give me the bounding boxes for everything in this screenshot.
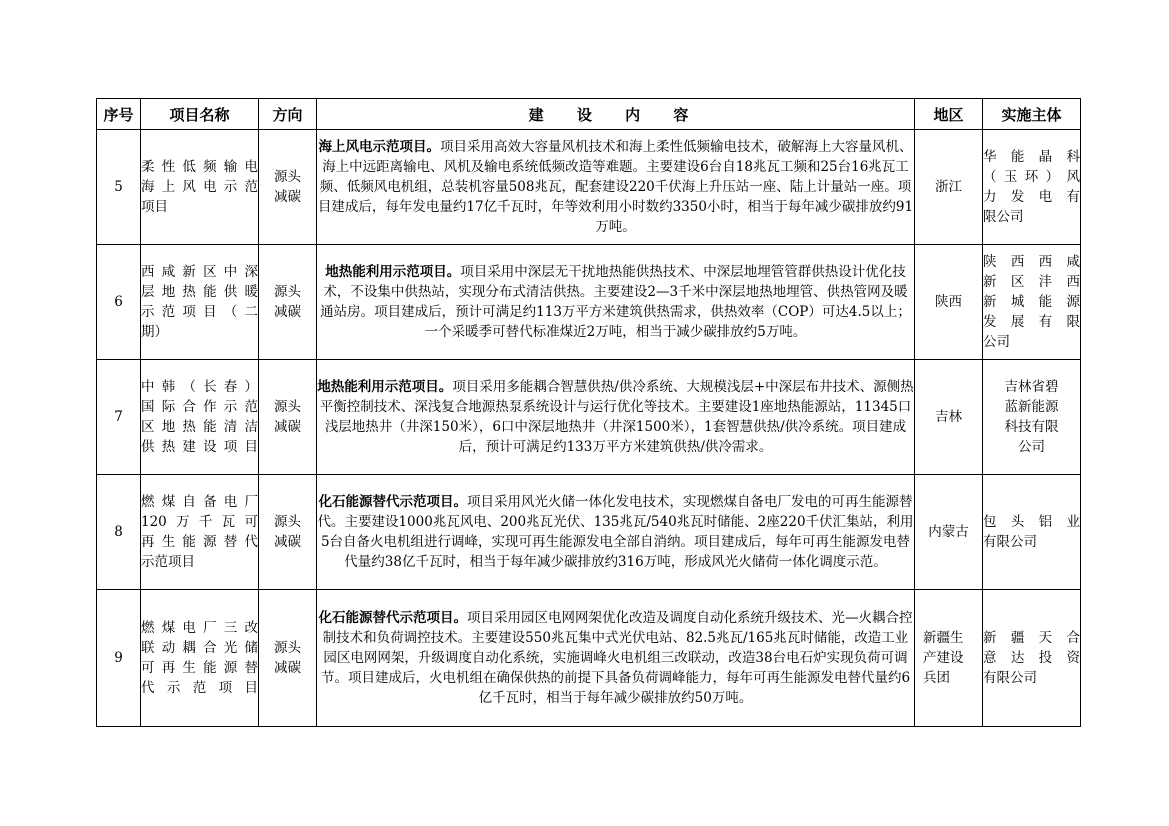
project-content bbox=[317, 590, 915, 727]
org-line: 力发电有 bbox=[983, 189, 1080, 205]
row-index: 9 bbox=[97, 590, 141, 727]
org-line: 有限公司 bbox=[983, 534, 1037, 550]
org-line: 公司 bbox=[983, 334, 1010, 350]
content-title: 化石能源替代示范项目。 bbox=[318, 494, 467, 510]
project-name-line: 联动耦合光储 bbox=[141, 640, 258, 656]
direction-line: 减碳 bbox=[274, 534, 301, 550]
projects-table bbox=[96, 98, 1081, 727]
org-line: 发展有限 bbox=[983, 314, 1080, 330]
project-name bbox=[141, 475, 259, 590]
region-line: 产建设 bbox=[923, 650, 964, 666]
project-name-line: 西咸新区中深 bbox=[141, 264, 258, 280]
region: 吉林 bbox=[915, 360, 983, 475]
content-title: 海上风电示范项目。 bbox=[318, 139, 440, 155]
header-direction: 方向 bbox=[259, 99, 317, 130]
implementing-org bbox=[983, 475, 1081, 590]
project-name-line: 海上风电示范 bbox=[141, 179, 258, 195]
header-region: 地区 bbox=[915, 99, 983, 130]
org-line: 包头铝业 bbox=[983, 514, 1080, 530]
content-title: 化石能源替代示范项目。 bbox=[318, 610, 467, 626]
direction-line: 减碳 bbox=[274, 419, 301, 435]
content-body: 项目采用园区电网网架优化改造及调度自动化系统升级技术、光—火耦合控制技术和负荷调控技术。主要建设550兆瓦集中式光伏电站、82.5兆瓦/165兆瓦时储能，改造工业园区电网网架，升级调度自动化系统，实施调峰火电机组三改联动，改造38台电石炉实现负荷可调节。项目建成后，火电机组在确保供热的前提下具备负荷调峰能力，每年可再生能源发电替代量约6亿千瓦时，相当于每年减少碳排放约50万吨。 bbox=[320, 610, 913, 706]
row-index: 5 bbox=[97, 130, 141, 245]
org-line: 有限公司 bbox=[983, 670, 1037, 686]
table-row bbox=[97, 590, 1081, 727]
direction bbox=[259, 245, 317, 360]
project-name bbox=[141, 360, 259, 475]
direction-line: 源头 bbox=[274, 284, 301, 300]
org-line: 科技有限 bbox=[1004, 419, 1059, 435]
direction-line: 源头 bbox=[274, 399, 301, 415]
project-name-line: 供热建设项目 bbox=[141, 439, 258, 455]
project-name-line: 柔性低频输电 bbox=[141, 159, 258, 175]
direction-line: 减碳 bbox=[274, 660, 301, 676]
project-name-line: 120万千瓦可 bbox=[141, 514, 258, 530]
direction bbox=[259, 475, 317, 590]
row-index: 7 bbox=[97, 360, 141, 475]
direction-line: 源头 bbox=[274, 514, 301, 530]
project-name-line: 可再生能源替 bbox=[141, 660, 258, 676]
project-name-line: 示范项目（二 bbox=[141, 304, 258, 320]
content-body: 项目采用多能耦合智慧供热/供冷系统、大规模浅层+中深层布井技术、源侧热平衡控制技术、深浅复合地源热泵系统设计与运行优化等技术。主要建设1座地热能源站，11345口浅层地热井（井深150米），6口中深层地热井（井深1500米），1套智慧供热/供冷系统。项目建成后，预计可满足约133万平方米建筑供热/供冷需求。 bbox=[319, 379, 914, 455]
row-index: 8 bbox=[97, 475, 141, 590]
content-body: 项目采用风光火储一体化发电技术，实现燃煤自备电厂发电的可再生能源替代。主要建设1000兆瓦风电、200兆瓦光伏、135兆瓦/540兆瓦时储能、2座220千伏汇集站，利用5台自备火电机组进行调峰，实现可再生能源发电全部自消纳。项目建成后，每年可再生能源发电替代量约38亿千瓦时，相当于每年减少碳排放约316万吨，形成风光火储荷一体化调度示范。 bbox=[317, 494, 914, 570]
project-name-line: 国际合作示范 bbox=[141, 399, 258, 415]
direction-line: 减碳 bbox=[274, 189, 301, 205]
content-body: 项目采用高效大容量风机技术和海上柔性低频输电技术，破解海上大容量风机、海上中远距离输电、风机及输电系统低频改造等难题。主要建设6台自18兆瓦工频和25台16兆瓦工频、低频风电机组，总装机容量508兆瓦，配套建设220千伏海上升压站一座、陆上计量站一座。项目建成后，每年发电量约17亿千瓦时，年等效利用小时数约3350小时，相当于每年减少碳排放约91万吨。 bbox=[317, 139, 914, 235]
implementing-org bbox=[983, 360, 1081, 475]
project-name-line: 项目 bbox=[141, 199, 168, 215]
direction-line: 减碳 bbox=[274, 304, 301, 320]
region-line: 新疆生 bbox=[923, 630, 964, 646]
project-name-line: 再生能源替代 bbox=[141, 534, 258, 550]
content-title: 地热能利用示范项目。 bbox=[317, 379, 453, 395]
project-name-line: 期） bbox=[141, 324, 168, 340]
header-content: 建 设 内 容 bbox=[317, 99, 915, 130]
project-name-line: 中韩（长春） bbox=[141, 379, 258, 395]
org-line: 蓝新能源 bbox=[1004, 399, 1059, 415]
org-line: 限公司 bbox=[983, 209, 1024, 225]
org-line: 意达投资 bbox=[983, 650, 1080, 666]
org-line: 新城能源 bbox=[983, 294, 1080, 310]
table-row bbox=[97, 475, 1081, 590]
project-name-line: 代示范项目 bbox=[141, 680, 258, 696]
org-line: 陕西西咸 bbox=[983, 254, 1080, 270]
project-content bbox=[317, 475, 915, 590]
content-title: 地热能利用示范项目。 bbox=[325, 264, 461, 280]
header-org: 实施主体 bbox=[983, 99, 1081, 130]
direction-line: 源头 bbox=[274, 169, 301, 185]
table-header-row bbox=[97, 99, 1081, 130]
org-line: 华能晶科 bbox=[983, 149, 1080, 165]
table-row bbox=[97, 360, 1081, 475]
header-index: 序号 bbox=[97, 99, 141, 130]
project-content bbox=[317, 130, 915, 245]
org-line: 公司 bbox=[1018, 439, 1045, 455]
project-name-line: 燃煤电厂三改 bbox=[141, 620, 258, 636]
project-content bbox=[317, 245, 915, 360]
implementing-org bbox=[983, 130, 1081, 245]
project-name bbox=[141, 245, 259, 360]
table-row bbox=[97, 130, 1081, 245]
org-line: 吉林省碧 bbox=[1004, 379, 1059, 395]
implementing-org bbox=[983, 590, 1081, 727]
region: 浙江 bbox=[915, 130, 983, 245]
content-body: 项目采用中深层无干扰地热能供热技术、中深层地埋管管群供热设计优化技术，不设集中供热站，实现分布式清洁供热。主要建设2—3千米中深层地热地埋管、供热管网及暖通站房。项目建成后，预计可满足约113万平方米建筑供热需求，供热效率（COP）可达4.5以上；一个采暖季可替代标准煤近2万吨，相当于减少碳排放约5万吨。 bbox=[320, 264, 911, 340]
direction bbox=[259, 360, 317, 475]
header-name: 项目名称 bbox=[141, 99, 259, 130]
project-name bbox=[141, 590, 259, 727]
project-name-line: 燃煤自备电厂 bbox=[141, 494, 258, 510]
row-index: 6 bbox=[97, 245, 141, 360]
project-name-line: 示范项目 bbox=[141, 554, 195, 570]
implementing-org bbox=[983, 245, 1081, 360]
project-name-line: 层地热能供暖 bbox=[141, 284, 258, 300]
region: 内蒙古 bbox=[915, 475, 983, 590]
table-row bbox=[97, 245, 1081, 360]
region-line: 兵团 bbox=[923, 670, 950, 686]
project-content bbox=[317, 360, 915, 475]
region: 陕西 bbox=[915, 245, 983, 360]
region bbox=[915, 590, 983, 727]
org-line: 新疆天合 bbox=[983, 630, 1080, 646]
project-name-line: 区地热能清洁 bbox=[141, 419, 258, 435]
direction bbox=[259, 130, 317, 245]
direction-line: 源头 bbox=[274, 640, 301, 656]
project-name bbox=[141, 130, 259, 245]
org-line: （玉环）风 bbox=[983, 169, 1080, 185]
org-line: 新区沣西 bbox=[983, 274, 1080, 290]
direction bbox=[259, 590, 317, 727]
